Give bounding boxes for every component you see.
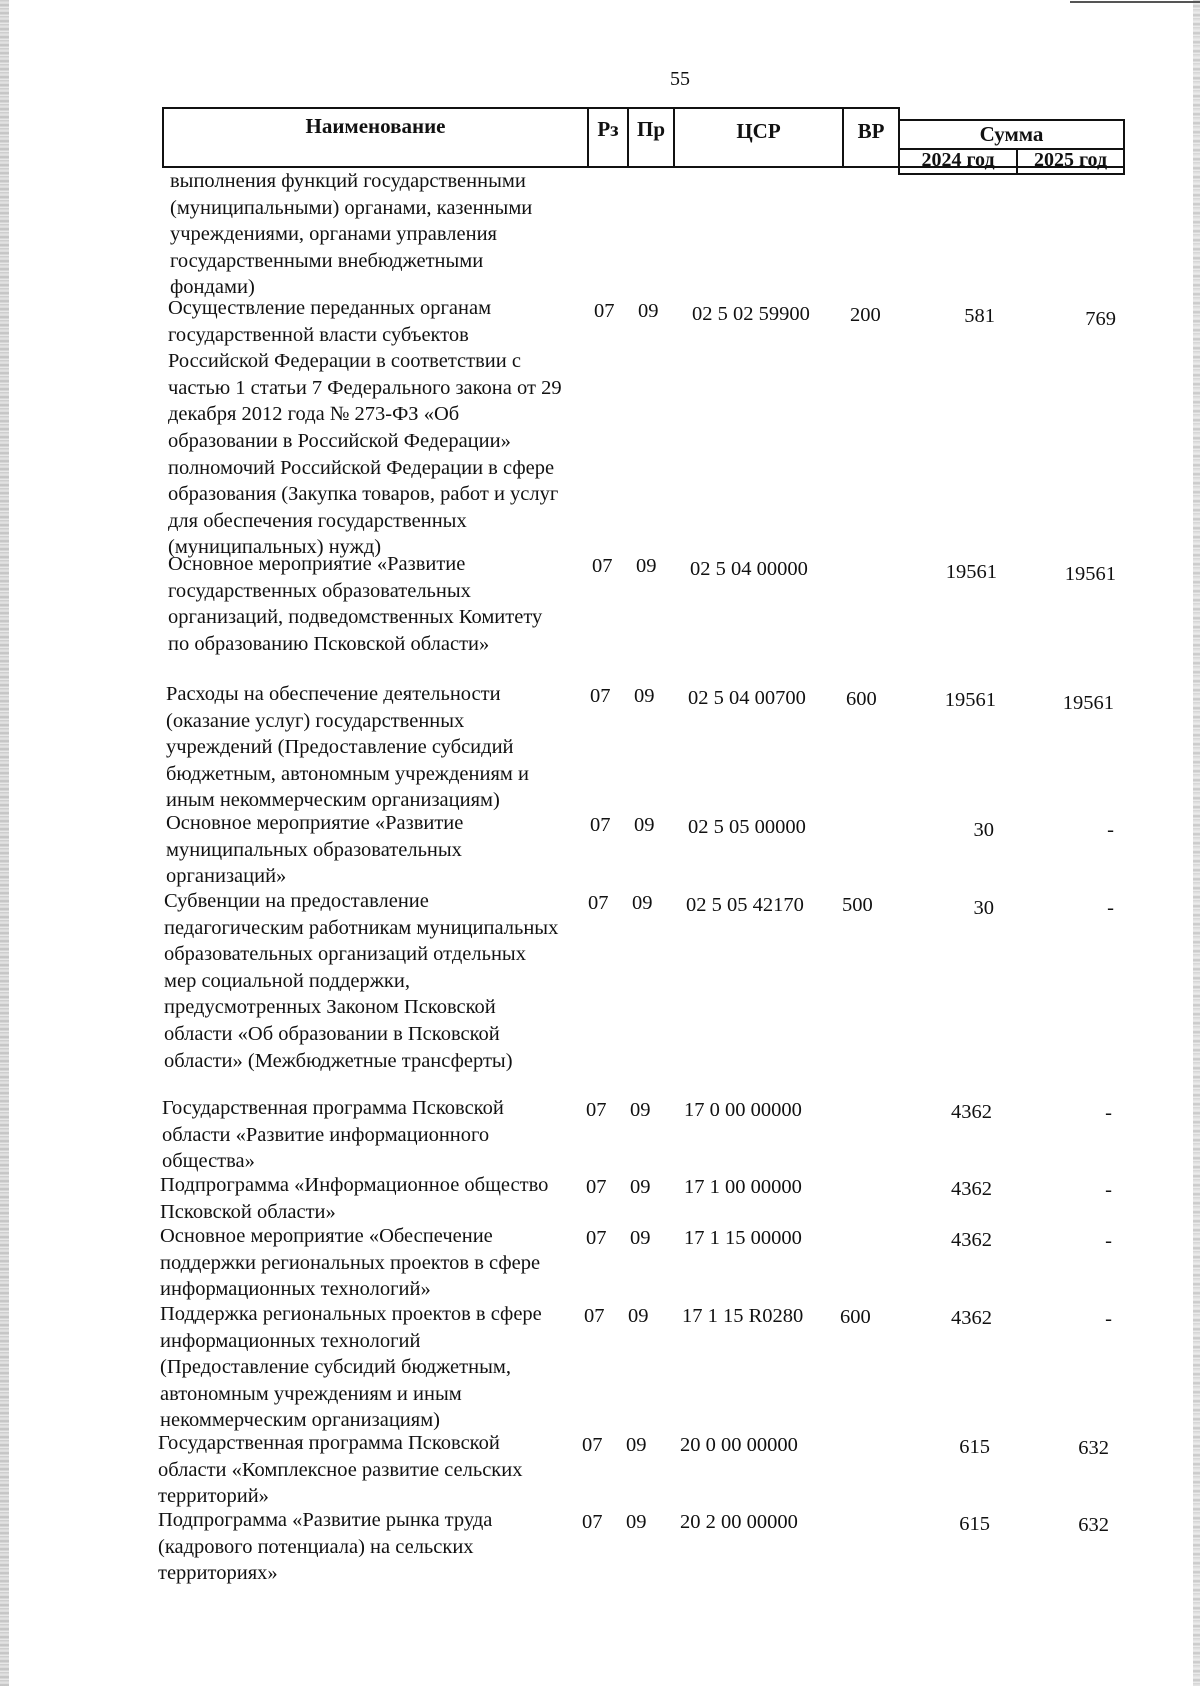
row-rz: 07 <box>582 1434 603 1456</box>
row-sum-2025: - <box>1105 1179 1112 1201</box>
row-sum-2024: 4362 <box>951 1101 992 1123</box>
row-pr: 09 <box>632 892 653 914</box>
header-vr: ВР <box>857 119 885 143</box>
row-name: Осуществление переданных органам государственной власти субъектов Российской Федерации в соответствии с частью 1 статьи 7 Федерального закона от 29 декабря 2012 года № 273-ФЗ «Об образовании в Российской Федерации» полномочий Российской Федерации в сфере образования (Закупка товаров, работ и услуг для обеспечения государственных (муниципальных) нужд) <box>168 297 562 559</box>
scan-artifact-line <box>1070 1 1200 3</box>
row-name: Расходы на обеспечение деятельности (оказание услуг) государственных учреждений (Предоставление субсидий бюджетным, автономным учреждениям и иным некоммерческим организациям) <box>166 683 529 812</box>
header-pr: Пр <box>636 117 665 141</box>
row-rz: 07 <box>594 300 615 322</box>
scan-edge-right <box>1193 0 1200 1686</box>
sum-top-border <box>898 119 1125 121</box>
row-pr: 09 <box>626 1434 647 1456</box>
row-sum-2024: 19561 <box>945 561 997 583</box>
row-csr: 20 0 00 00000 <box>680 1434 798 1456</box>
row-name: Основное мероприятие «Обеспечение поддержки региональных проектов в сфере информационных технологий» <box>160 1225 541 1301</box>
row-vr: 600 <box>840 1306 871 1328</box>
row-sum-2024: 581 <box>964 305 995 327</box>
row-sum-2025: - <box>1105 1308 1112 1330</box>
row-sum-2025: 769 <box>1085 308 1116 330</box>
row-sum-2024: 615 <box>959 1513 990 1535</box>
row-name: Основное мероприятие «Развитие муниципальных образовательных организаций» <box>166 812 464 888</box>
page-number: 55 <box>670 68 690 90</box>
row-csr: 02 5 05 42170 <box>686 894 804 916</box>
row-name: Основное мероприятие «Развитие государственных образовательных организаций, подведомственных Комитету по образованию Псковской области» <box>168 553 543 655</box>
row-csr: 20 2 00 00000 <box>680 1511 798 1533</box>
row-pr: 09 <box>630 1176 651 1198</box>
row-rz: 07 <box>586 1176 607 1198</box>
header-year-2025: 2025 год <box>1033 149 1108 171</box>
row-vr: 500 <box>842 894 873 916</box>
row-pr: 09 <box>630 1099 651 1121</box>
row-csr: 17 1 00 00000 <box>684 1176 802 1198</box>
row-csr: 02 5 04 00700 <box>688 687 806 709</box>
row-sum-2024: 615 <box>959 1436 990 1458</box>
row-name: выполнения функций государственными (муниципальными) органами, казенными учреждениями, органами управления государственными внебюджетными фондами) <box>170 170 533 299</box>
row-csr: 02 5 04 00000 <box>690 558 808 580</box>
row-sum-2025: 19561 <box>1062 692 1114 714</box>
row-rz: 07 <box>586 1227 607 1249</box>
row-name: Субвенции на предоставление педагогическим работникам муниципальных образовательных организаций отдельных мер социальной поддержки, предусмотренных Законом Псковской области «Об образовании в Псковской области» (Межбюджетные трансферты) <box>164 890 559 1072</box>
row-pr: 09 <box>634 685 655 707</box>
row-csr: 02 5 02 59900 <box>692 303 810 325</box>
row-csr: 17 0 00 00000 <box>684 1099 802 1121</box>
row-sum-2024: 30 <box>973 819 994 841</box>
header-top-border <box>162 107 900 109</box>
row-sum-2025: - <box>1107 819 1114 841</box>
row-sum-2025: - <box>1107 897 1114 919</box>
row-sum-2024: 4362 <box>951 1178 992 1200</box>
row-pr: 09 <box>634 814 655 836</box>
header-year-2024: 2024 год <box>921 149 995 171</box>
row-rz: 07 <box>588 892 609 914</box>
row-csr: 17 1 15 00000 <box>684 1227 802 1249</box>
header-rz: Рз <box>597 117 619 141</box>
row-sum-2025: 632 <box>1078 1437 1109 1459</box>
row-sum-2025: - <box>1105 1230 1112 1252</box>
header-name: Наименование <box>305 114 446 138</box>
row-vr: 200 <box>850 304 881 326</box>
row-rz: 07 <box>582 1511 603 1533</box>
row-pr: 09 <box>630 1227 651 1249</box>
row-pr: 09 <box>636 555 657 577</box>
row-pr: 09 <box>638 300 659 322</box>
row-name: Государственная программа Псковской области «Развитие информационного общества» <box>162 1097 504 1173</box>
row-rz: 07 <box>590 685 611 707</box>
row-pr: 09 <box>628 1305 649 1327</box>
row-name: Поддержка региональных проектов в сфере информационных технологий (Предоставление субсидий бюджетным, автономным учреждениям и иным некоммерческим организациям) <box>160 1303 542 1432</box>
row-sum-2025: - <box>1105 1102 1112 1124</box>
row-vr: 600 <box>846 688 877 710</box>
row-name: Государственная программа Псковской области «Комплексное развитие сельских территорий» <box>158 1432 523 1508</box>
row-rz: 07 <box>590 814 611 836</box>
row-rz: 07 <box>586 1099 607 1121</box>
row-name: Подпрограмма «Информационное общество Псковской области» <box>160 1174 549 1223</box>
row-rz: 07 <box>584 1305 605 1327</box>
scan-edge-left <box>0 0 9 1686</box>
row-sum-2024: 4362 <box>951 1229 992 1251</box>
header-csr: ЦСР <box>736 119 781 143</box>
header-right-border <box>1123 119 1125 175</box>
row-csr: 17 1 15 R0280 <box>682 1305 804 1327</box>
year-bottom-border <box>898 173 1125 175</box>
row-name: Подпрограмма «Развитие рынка труда (кадрового потенциала) на сельских территориях» <box>158 1509 493 1585</box>
row-csr: 02 5 05 00000 <box>688 816 806 838</box>
header-sum: Сумма <box>979 122 1044 146</box>
row-sum-2024: 30 <box>973 897 994 919</box>
row-sum-2024: 4362 <box>951 1307 992 1329</box>
row-rz: 07 <box>592 555 613 577</box>
row-sum-2025: 632 <box>1078 1514 1109 1536</box>
row-pr: 09 <box>626 1511 647 1533</box>
row-sum-2025: 19561 <box>1064 563 1116 585</box>
row-sum-2024: 19561 <box>944 689 996 711</box>
